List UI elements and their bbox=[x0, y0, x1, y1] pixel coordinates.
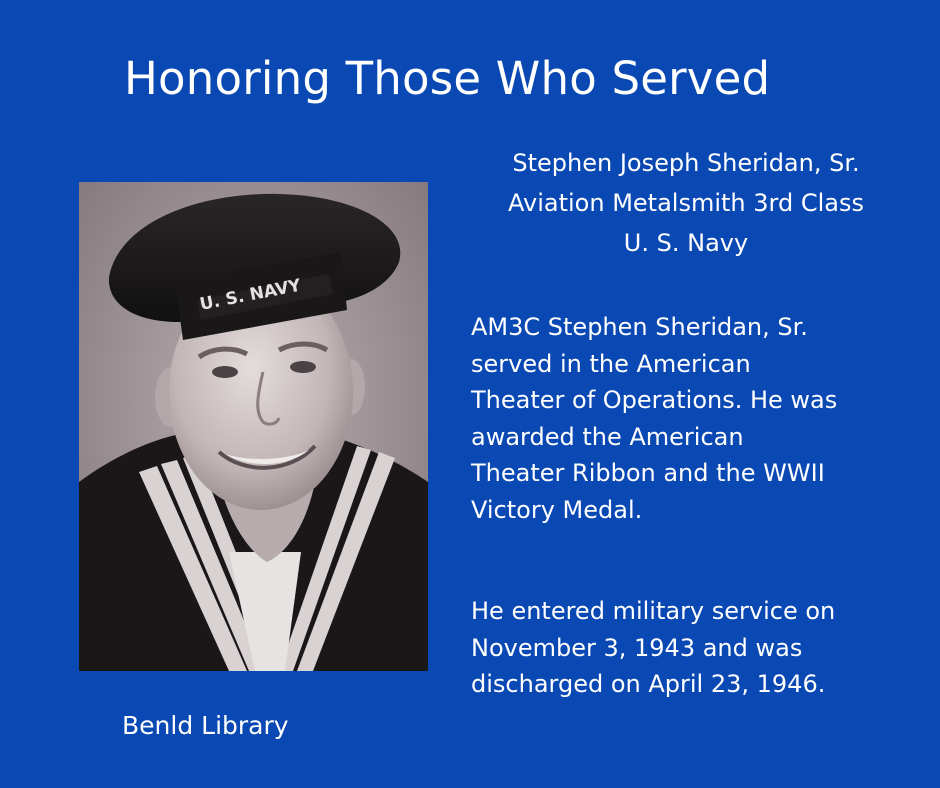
honoree-branch: U. S. Navy bbox=[623, 229, 749, 257]
paragraph-line: AM3C Stephen Sheridan, Sr. bbox=[471, 313, 808, 341]
service-paragraph bbox=[471, 309, 911, 528]
paragraph-line: November 3, 1943 and was bbox=[471, 633, 803, 662]
cap-band-text: U. S. NAVY bbox=[198, 275, 303, 315]
paragraph-line: He entered military service on bbox=[471, 597, 836, 625]
paragraph-line: discharged on April 23, 1946. bbox=[471, 670, 826, 698]
paragraph-line: awarded the American bbox=[471, 422, 744, 451]
paragraph-line: Theater of Operations. He was bbox=[471, 386, 838, 414]
paragraph-line: Victory Medal. bbox=[471, 495, 643, 524]
library-caption: Benld Library bbox=[122, 711, 289, 740]
honoree-heading bbox=[462, 143, 910, 263]
dates-paragraph bbox=[471, 593, 911, 703]
paragraph-line: Theater Ribbon and the WWII bbox=[471, 459, 825, 487]
honoree-rank: Aviation Metalsmith 3rd Class bbox=[508, 189, 864, 217]
paragraph-line: served in the American bbox=[471, 349, 751, 378]
honoree-name: Stephen Joseph Sheridan, Sr. bbox=[512, 149, 860, 177]
page-title: Honoring Those Who Served bbox=[124, 52, 771, 105]
sailor-portrait-photo bbox=[79, 182, 428, 671]
